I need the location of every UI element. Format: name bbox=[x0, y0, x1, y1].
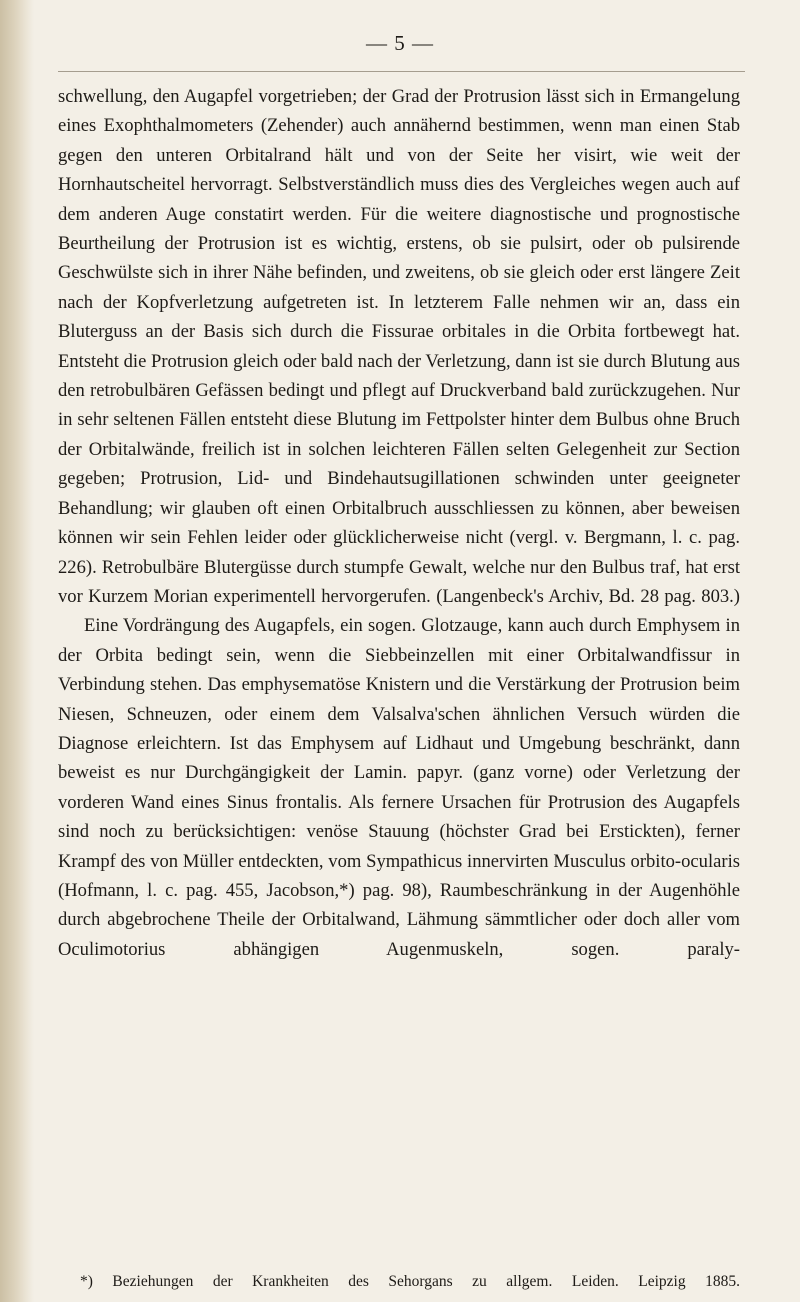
header-rule bbox=[58, 71, 745, 72]
body-text bbox=[58, 82, 740, 964]
footnote: *) Beziehungen der Krankheiten des Sehorgans zu allgem. Leiden. Leipzig 1885. bbox=[80, 1273, 740, 1290]
paragraph-2: Eine Vordrängung des Augapfels, ein sogen. Glotzauge, kann auch durch Emphysem in der Orbita bedingt sein, wenn die Siebbeinzellen mit einer Orbitalwandfissur in Verbindung stehen. Das emphysematöse Knistern und die Verstärkung der Protrusion beim Niesen, Schneuzen, oder einem dem Valsalva'schen ähnlichen Versuch würden die Diagnose erleichtern. Ist das Emphysem auf Lidhaut und Umgebung beschränkt, dann beweist es nur Durchgängigkeit der Lamin. papyr. (ganz vorne) oder Verletzung der vorderen Wand eines Sinus frontalis. Als fernere Ursachen für Protrusion des Augapfels sind noch zu berücksichtigen: venöse Stauung (höchster Grad bei Erstickten), ferner Krampf des von Müller entdeckten, vom Sympathicus innervirten Musculus orbito-ocularis (Hofmann, l. c. pag. 455, Jacobson,*) pag. 98), Raumbeschränkung in der Augenhöhle durch abgebrochene Theile der Orbitalwand, Lähmung sämmtlicher oder doch aller vom Oculimotorius abhängigen Augenmuskeln, sogen. paraly- bbox=[58, 615, 740, 960]
page-number: — 5 — bbox=[366, 31, 434, 55]
paragraph-1: schwellung, den Augapfel vorgetrieben; der Grad der Protrusion lässt sich in Ermangelung eines Exophthalmometers (Zehender) auch annähernd bestimmen, wenn man einen Stab gegen den unteren Orbitalrand hält und von der Seite her visirt, wie weit der Hornhautscheitel hervorragt. Selbstverständlich muss dies des Vergleiches wegen auch auf dem anderen Auge constatirt werden. Für die weitere diagnostische und prognostische Beurtheilung der Protrusion ist es wichtig, erstens, ob sie pulsirt, oder ob pulsirende Geschwülste sich in ihrer Nähe befinden, und zweitens, ob sie gleich oder erst längere Zeit nach der Kopfverletzung aufgetreten ist. In letzterem Falle nehmen wir an, dass ein Bluterguss an der Basis sich durch die Fissurae orbitales in die Orbita fortbewegt hat. Entsteht die Protrusion gleich oder bald nach der Verletzung, dann ist sie durch Blutung aus den retrobulbären Gefässen bedingt und pflegt auf Druckverband bald zurückzugehen. Nur in sehr seltenen Fällen entsteht diese Blutung im Fettpolster hinter dem Bulbus ohne Bruch der Orbitalwände, freilich ist in solchen leichteren Fällen selten Gelegenheit zur Section gegeben; Protrusion, Lid- und Bindehautsugillationen schwinden unter geeigneter Behandlung; wir glauben oft einen Orbitalbruch ausschliessen zu können, aber beweisen können wir sein Fehlen leider oder glücklicherweise nicht (vergl. v. Bergmann, l. c. pag. 226). Retrobulbäre Blutergüsse durch stumpfe Gewalt, welche nur den Bulbus traf, hat erst vor Kurzem Morian experimentell hervorgerufen. (Langenbeck's Archiv, Bd. 28 pag. 803.) bbox=[58, 86, 740, 607]
page-gutter-shadow bbox=[0, 0, 34, 1302]
